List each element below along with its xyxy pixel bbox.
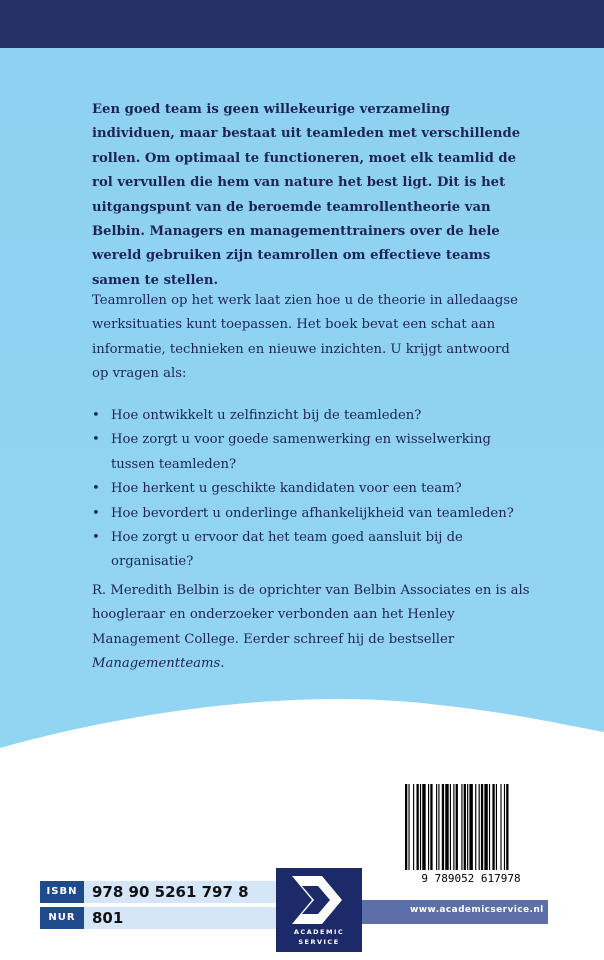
barcode-bar [422,784,425,870]
barcode-bar [496,784,497,870]
author-bio-end: . [220,656,225,672]
barcode-bar [408,784,409,870]
isbn-value: 978 90 5261 797 8 [84,881,294,903]
barcode-bar [500,784,501,870]
barcode-bar [420,784,421,870]
publisher-logo [276,868,362,952]
barcode-bar [481,784,483,870]
barcode-bar [475,784,476,870]
barcode-bar [469,784,472,870]
book-description: Teamrollen op het werk laat zien hoe u de theorie in alledaagse werksituaties kunt toepassen. Het boek bevat een schat aan informatie, technieken en nieuwe inzichten. U krijgt antwoord op vragen als: [92,293,518,382]
list-item: • Hoe ontwikkelt u zelfinzicht bij de teamleden? [92,404,532,428]
barcode-bar [445,784,448,870]
barcode-bar [428,784,429,870]
author-bio [92,579,542,677]
barcode-bar [467,784,468,870]
barcode-bar [479,784,480,870]
barcode-bar [453,784,454,870]
barcode-bar [506,784,508,870]
barcode-bar [492,784,494,870]
website-url[interactable]: www.academicservice.nl [410,905,544,915]
intro-paragraph: Een goed team is geen willekeurige verzameling individuen, maar bestaat uit teamleden met verschillende rollen. Om optimaal te functioneren, moet elk teamlid de rol vervullen die hem van nature het best ligt. Dit is het uitgangspunt van de beroemde teamrollentheorie van Belbin. Managers en managementtrainers over de hele wereld gebruiken zijn teamrollen om effectieve teams samen te stellen. [92,102,521,288]
barcode-bar [417,784,419,870]
author-bio-text: R. Meredith Belbin is de oprichter van Belbin Associates en is als hoogleraar en onderzoeker verbonden aan het Henley Management College. Eerder schreef hij de bestseller [92,583,530,647]
barcode-bar [413,784,414,870]
list-item: • Hoe herkent u geschikte kandidaten voor een team? [92,477,532,501]
list-item: • Hoe zorgt u ervoor dat het team goed aansluit bij de organisatie? [92,526,532,575]
barcode-bar [489,784,490,870]
barcode-bar [430,784,432,870]
barcode-bar [484,784,487,870]
barcode-bar [450,784,451,870]
list-item: • Hoe zorgt u voor goede samenwerking en wisselwerking tussen teamleden? [92,428,532,477]
barcode-bar [442,784,444,870]
barcode-bar [504,784,505,870]
barcode [397,780,545,872]
isbn-label: ISBN [40,881,84,903]
barcode-digits: 9 789052 617978 [397,872,545,885]
bestseller-title: Managementteams [92,656,221,672]
barcode-bar [438,784,439,870]
logo-line-2: SERVICE [298,938,340,946]
list-item: • Hoe bevordert u onderlinge afhankelijkheid van teamleden? [92,502,532,526]
question-list [92,404,532,575]
barcode-bar [436,784,437,870]
nur-value: 801 [84,907,294,929]
nur-label: NUR [40,907,84,929]
logo-line-1: ACADEMIC [293,928,345,936]
barcode-bar [461,784,462,870]
barcode-bar [464,784,466,870]
barcode-bar [456,784,458,870]
barcode-bar [405,784,407,870]
